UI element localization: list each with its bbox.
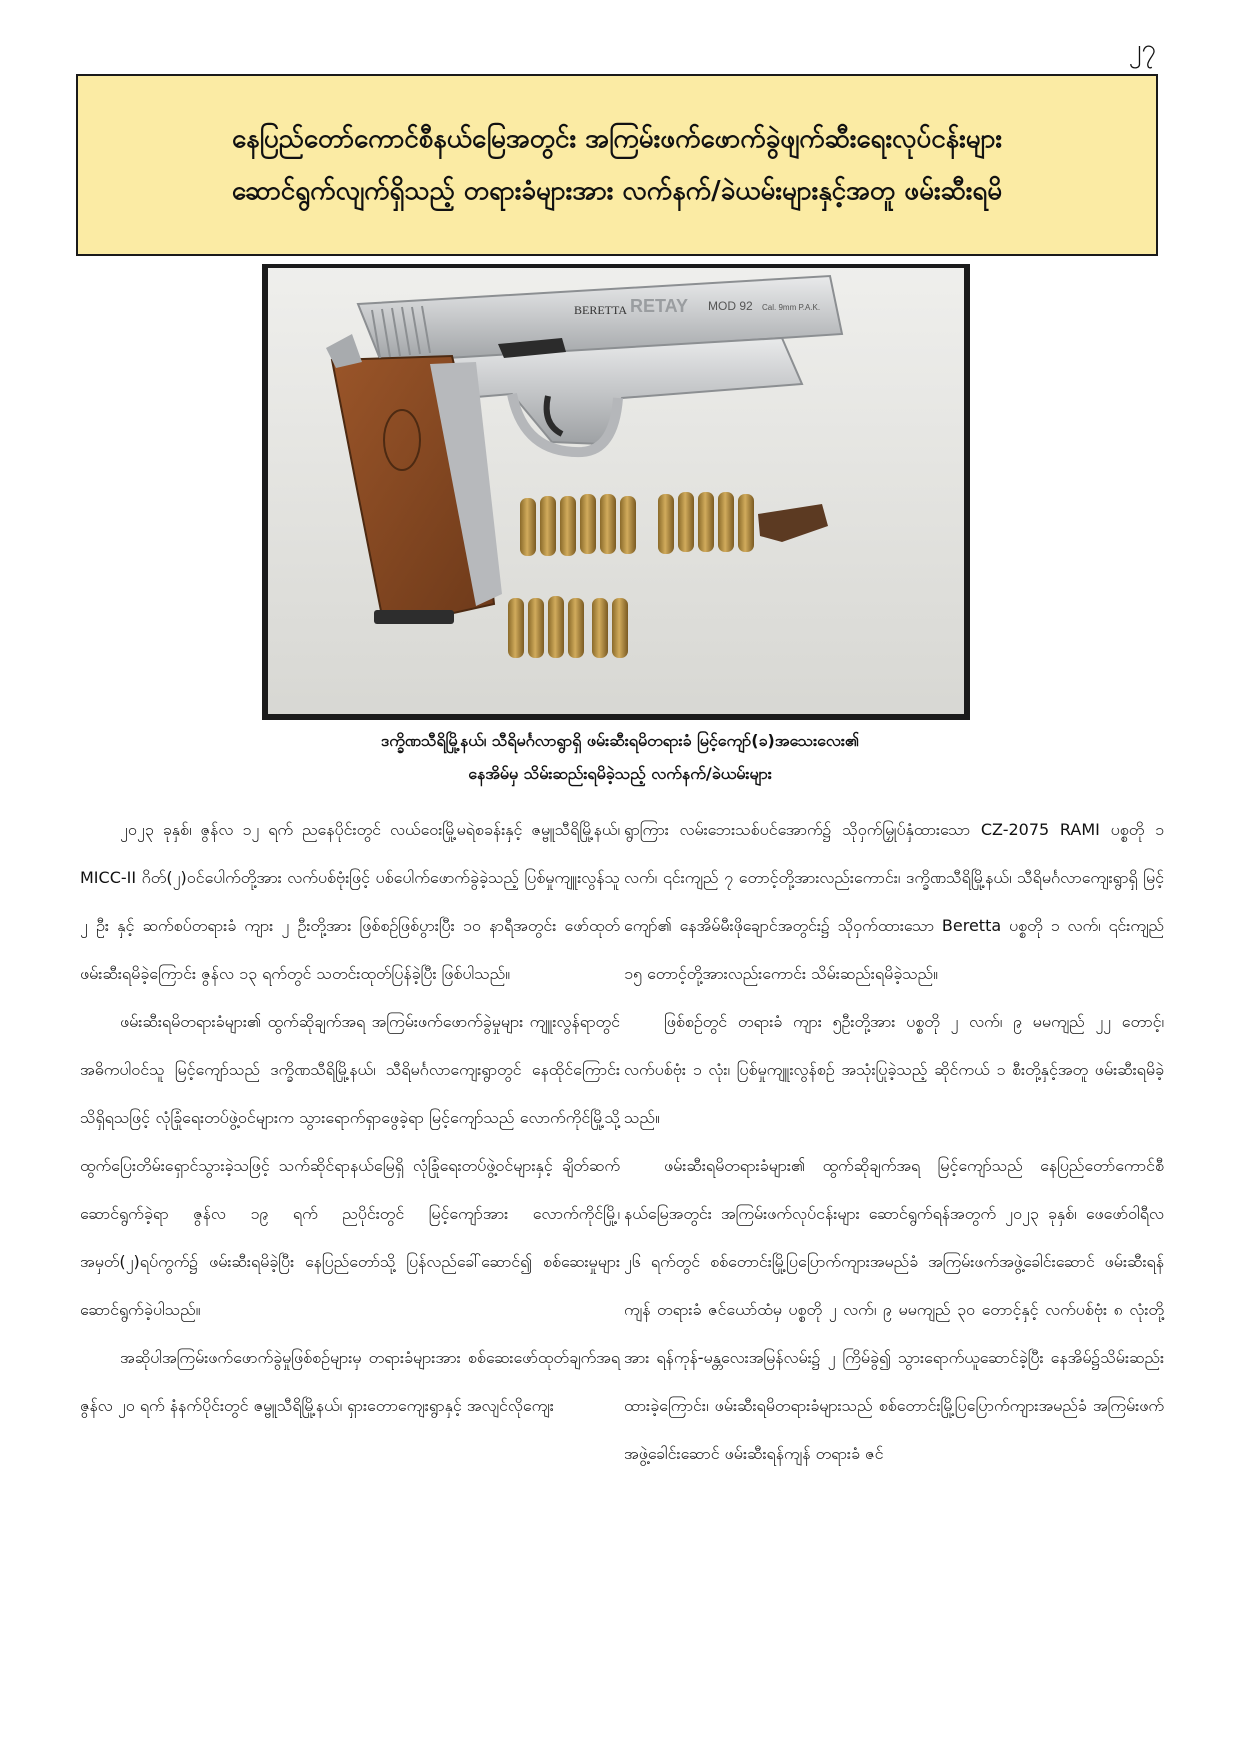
evidence-photo (262, 264, 970, 720)
caption-line-2: နေအိမ်မှ သိမ်းဆည်းရမိခဲ့သည့် လက်နက်/ခဲယမ်းများ (468, 764, 772, 783)
slide-maker-text: RETAY (630, 296, 689, 316)
slide-caliber-text: Cal. 9mm P.A.K. (762, 303, 821, 312)
left-paragraph-1: ၂၀၂၃ ခုနှစ်၊ ဇွန်လ ၁၂ ရက် ညနေပိုင်းတွင် လယ်ဝေးမြို့မရဲစခန်းနှင့် ဇမ္ဗူသီရိမြို့နယ်၊ MICC-II ဂိတ်(၂)ဝင်ပေါက်တို့အား လက်ပစ်ဗုံးဖြင့် ပစ်ပေါက်ဖောက်ခွဲခဲ့သည့် ပြစ်မှုကျူးလွန်သူ ၂ ဦး နှင့် ဆက်စပ်တရားခံ ကျား ၂ ဦးတို့အား ဖြစ်စဉ်ဖြစ်ပွားပြီး ၁၀ နာရီအတွင်း ဖော်ထုတ်ဖမ်းဆီးရမိခဲ့ကြောင်း ဇွန်လ ၁၃ ရက်တွင် သတင်းထုတ်ပြန်ခဲ့ပြီး ဖြစ်ပါသည်။ (80, 820, 620, 983)
magazine-base (374, 610, 454, 624)
body-column-right (624, 806, 1164, 1478)
caption-line-1: ဒက္ခိဏသီရိမြို့နယ်၊ သီရိမင်္ဂလာရွာရှိ ဖမ်းဆီးရမိတရားခံ မြင့်ကျော်(ခ)အသေးလေး၏ (380, 731, 860, 750)
headline-line-2: ဆောင်ရွက်လျက်ရှိသည့် တရားခံများအား လက်နက်/ခဲယမ်းများနှင့်အတူ ဖမ်းဆီးရမိ (231, 176, 1003, 206)
left-paragraph-2: ဖမ်းဆီးရမိတရားခံများ၏ ထွက်ဆိုချက်အရ အကြမ်းဖက်ဖောက်ခွဲမှုများ ကျူးလွန်ရာတွင် အဓိကပါဝင်သူ မြင့်ကျော်သည် ဒက္ခိဏသီရိမြို့နယ်၊ သီရိမင်္ဂလာကျေးရွာတွင် နေထိုင်ကြောင်း သိရှိရသဖြင့် လုံခြုံရေးတပ်ဖွဲ့ဝင်များက သွားရောက်ရှာဖွေခဲ့ရာ မြင့်ကျော်သည် လောက်ကိုင်မြို့သို့ ထွက်ပြေးတိမ်းရှောင်သွားခဲ့သဖြင့် သက်ဆိုင်ရာနယ်မြေရှိ လုံခြုံရေးတပ်ဖွဲ့ဝင်များနှင့် ချိတ်ဆက်ဆောင်ရွက်ခဲ့ရာ ဇွန်လ ၁၉ ရက် ညပိုင်းတွင် မြင့်ကျော်အား လောက်ကိုင်မြို့၊ အမှတ်(၂)ရပ်ကွက်၌ ဖမ်းဆီးရမိခဲ့ပြီး နေပြည်တော်သို့ ပြန်လည်ခေါ်ဆောင်၍ စစ်ဆေးမှုများ ဆောင်ရွက်ခဲ့ပါသည်။ (80, 1012, 620, 1319)
page-number: ၂၇ (1128, 34, 1156, 64)
headline-box (76, 74, 1158, 256)
slide-brand-text: BERETTA (574, 303, 628, 317)
slide-model-text: MOD 92 (708, 299, 753, 313)
right-paragraph-1: ရွာကြား လမ်းဘေးသစ်ပင်အောက်၌ သိုဝှက်မြှုပ်နှံထားသော CZ-2075 RAMI ပစ္စတို ၁ လက်၊ ၎င်းကျည် ၇ တောင့်တို့အားလည်းကောင်း၊ ဒက္ခိဏသီရိမြို့နယ်၊ သီရိမင်္ဂလာကျေးရွာရှိ မြင့်ကျော်၏ နေအိမ်မီးဖိုချောင်အတွင်း၌ သိုဝှက်ထားသော Beretta ပစ္စတို ၁ လက်၊ ၎င်းကျည် ၁၅ တောင့်တို့အားလည်းကောင်း သိမ်းဆည်းရမိခဲ့သည်။ (624, 820, 1164, 983)
right-paragraph-2: ဖြစ်စဉ်တွင် တရားခံ ကျား ၅ဦးတို့အား ပစ္စတို ၂ လက်၊ ၉ မမကျည် ၂၂ တောင့်၊ လက်ပစ်ဗုံး ၁ လုံး၊ ပြစ်မှုကျူးလွန်စဉ် အသုံးပြုခဲ့သည့် ဆိုင်ကယ် ၁ စီးတို့နှင့်အတူ ဖမ်းဆီးရမိခဲ့သည်။ (624, 1012, 1164, 1127)
photo-caption (150, 724, 1090, 790)
cartridge-group-2 (658, 492, 754, 554)
headline-line-1: နေပြည်တော်ကောင်စီနယ်မြေအတွင်း အကြမ်းဖက်ဖောက်ခွဲဖျက်ဆီးရေးလုပ်ငန်းများ (231, 124, 1002, 154)
body-column-left (80, 806, 620, 1430)
left-paragraph-3: အဆိုပါအကြမ်းဖက်ဖောက်ခွဲမှုဖြစ်စဉ်များမှ တရားခံများအား စစ်ဆေးဖော်ထုတ်ချက်အရ ဇွန်လ ၂၀ ရက် နံနက်ပိုင်းတွင် ဇမ္ဗူသီရိမြို့နယ်၊ ရှားတောကျေးရွာနှင့် အလျင်လိုကျေး (80, 1348, 620, 1415)
pistol-and-cartridges-illustration (262, 264, 970, 720)
right-paragraph-3: ဖမ်းဆီးရမိတရားခံများ၏ ထွက်ဆိုချက်အရ မြင့်ကျော်သည် နေပြည်တော်ကောင်စီနယ်မြေအတွင်း အကြမ်းဖက်လုပ်ငန်းများ ဆောင်ရွက်ရန်အတွက် ၂၀၂၃ ခုနှစ်၊ ဖေဖော်ဝါရီလ ၂၆ ရက်တွင် စစ်တောင်းမြို့ပြပြောက်ကျားအမည်ခံ အကြမ်းဖက်အဖွဲ့ခေါင်းဆောင် ဖမ်းဆီးရန်ကျန် တရားခံ ဇင်ယော်ထံမှ ပစ္စတို ၂ လက်၊ ၉ မမကျည် ၃၀ တောင့်နှင့် လက်ပစ်ဗုံး ၈ လုံးတို့အား ရန်ကုန်-မန္တလေးအမြန်လမ်း၌ ၂ ကြိမ်ခွဲ၍ သွားရောက်ယူဆောင်ခဲ့ပြီး နေအိမ်၌သိမ်းဆည်းထားခဲ့ကြောင်း၊ ဖမ်းဆီးရမိတရားခံများသည် စစ်တောင်းမြို့ပြပြောက်ကျားအမည်ခံ အကြမ်းဖက်အဖွဲ့ခေါင်းဆောင် ဖမ်းဆီးရန်ကျန် တရားခံ ဇင် (624, 1156, 1164, 1463)
